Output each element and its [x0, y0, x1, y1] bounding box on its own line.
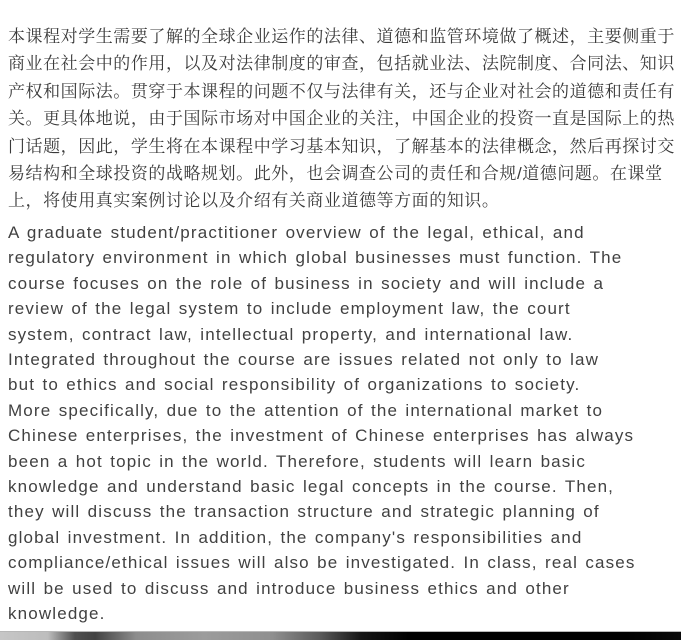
text-line: More specifically, due to the attention of the international market to	[8, 400, 604, 420]
text-line: 门话题，因此，学生将在本课程中学习基本知识，了解基本的法律概念，然后再探讨交	[8, 136, 675, 156]
text-line: been a hot topic in the world. Therefore, students will learn basic	[8, 451, 587, 471]
text-line: global investment. In addition, the company's responsibilities and	[8, 527, 583, 547]
text-line: regulatory environment in which global businesses must function. The	[8, 248, 623, 268]
text-line: 关。更具体地说，由于国际市场对中国企业的关注，中国企业的投资一直是国际上的热	[8, 109, 675, 129]
bottom-window-edge	[0, 631, 681, 640]
text-line: review of the legal system to include employment law, the court	[8, 299, 571, 319]
text-line: 上，将使用真实案例讨论以及介绍有关商业道德等方面的知识。	[8, 191, 500, 211]
text-line: 产权和国际法。贯穿于本课程的问题不仅与法律有关，还与企业对社会的道德和责任有	[8, 81, 675, 101]
english-course-description	[8, 220, 679, 627]
text-line: knowledge.	[8, 604, 106, 624]
text-line: 本课程对学生需要了解的全球企业运作的法律、道德和监管环境做了概述，主要侧重于	[8, 27, 675, 46]
text-line: compliance/ethical issues will also be investigated. In class, real cases	[8, 553, 636, 573]
text-line: they will discuss the transaction structure and strategic planning of	[8, 502, 600, 522]
text-line: system, contract law, intellectual property, and international law.	[8, 324, 574, 344]
text-line: A graduate student/practitioner overview of the legal, ethical, and	[8, 223, 585, 242]
text-line: course focuses on the role of business in society and will include a	[8, 273, 605, 293]
chinese-course-description	[8, 23, 679, 215]
text-line: 商业在社会中的作用，以及对法律制度的审查，包括就业法、法院制度、合同法、知识	[8, 54, 675, 74]
text-line: Integrated throughout the course are issues related not only to law	[8, 350, 600, 370]
text-line: will be used to discuss and introduce business ethics and other	[8, 578, 570, 598]
text-line: but to ethics and social responsibility of organizations to society.	[8, 375, 581, 395]
text-line: Chinese enterprises, the investment of Chinese enterprises has always	[8, 426, 635, 446]
text-line: knowledge and understand basic legal concepts in the course. Then,	[8, 477, 615, 497]
text-line: 易结构和全球投资的战略规划。此外，也会调查公司的责任和合规/道德问题。在课堂	[8, 164, 663, 184]
